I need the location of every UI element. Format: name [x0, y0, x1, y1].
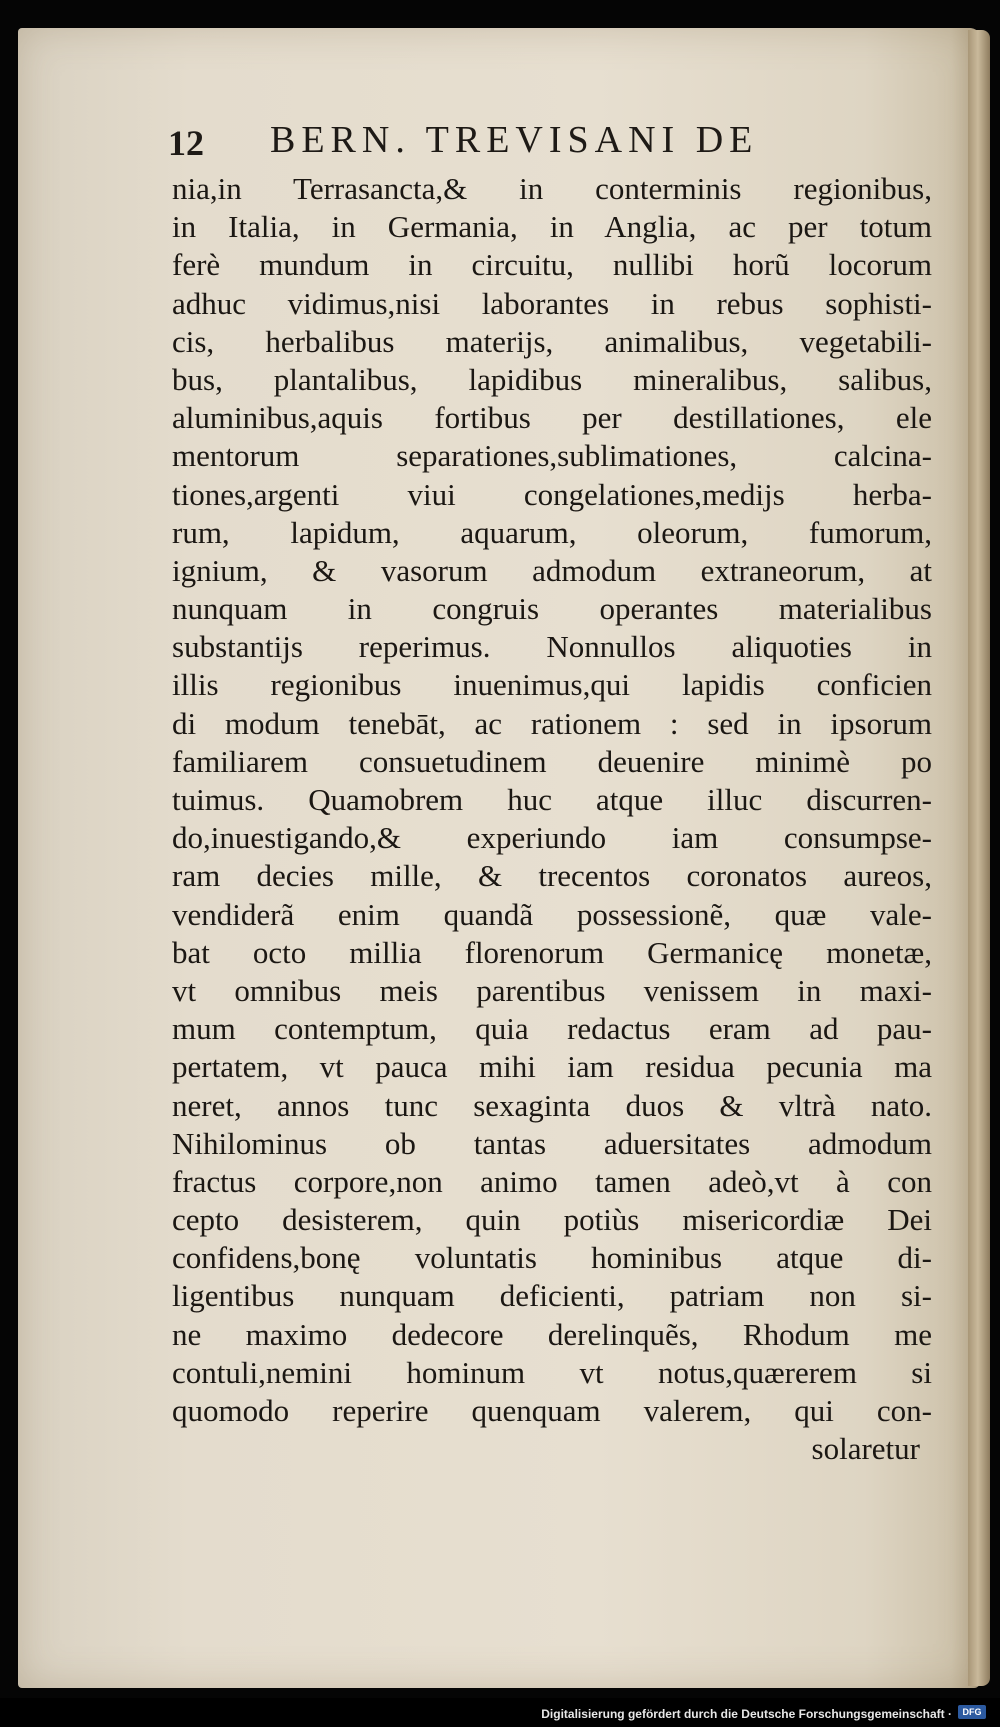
- text-line: mum contemptum, quia redactus eram ad pau-: [172, 1011, 932, 1047]
- text-line: in Italia, in Germania, in Anglia, ac per totum: [172, 209, 932, 245]
- text-line: bat octo millia florenorum Germanicę monetæ,: [172, 934, 932, 970]
- text-line: di modum tenebāt, ac rationem : sed in ipsorum: [172, 705, 932, 741]
- page-header: [168, 118, 868, 168]
- text-line: quomodo reperire quenquam valerem, qui con-: [172, 1393, 932, 1428]
- text-line: neret, annos tunc sexaginta duos & vltrà nato.: [172, 1087, 932, 1123]
- dfg-logo: DFG: [958, 1705, 986, 1719]
- text-line: ferè mundum in circuitu, nullibi horũ locorum: [172, 247, 932, 283]
- text-line: cis, herbalibus materijs, animalibus, vegetabili-: [172, 323, 932, 359]
- text-line: mentorum separationes,sublimationes, calcina-: [172, 438, 932, 474]
- text-line: pertatem, vt pauca mihi iam residua pecunia ma: [172, 1049, 932, 1085]
- text-line: vendiderã enim quandã possessionẽ, quæ vale-: [172, 896, 932, 932]
- text-line: vt omnibus meis parentibus venissem in maxi-: [172, 972, 932, 1008]
- text-line: aluminibus,aquis fortibus per destillationes, ele: [172, 400, 932, 436]
- page-edge: [968, 30, 990, 1686]
- text-line: familiarem consuetudinem deuenire minimè po: [172, 743, 932, 779]
- running-head: BERN. TREVISANI DE: [270, 119, 759, 161]
- body-text: [172, 170, 932, 1468]
- text-line: adhuc vidimus,nisi laborantes in rebus sophisti-: [172, 285, 932, 321]
- text-line: tiones,argenti viui congelationes,medijs herba-: [172, 476, 932, 512]
- text-line: nia,in Terrasancta,& in conterminis regionibus,: [172, 171, 932, 206]
- digitization-credit: Digitalisierung gefördert durch die Deutsche Forschungsgemeinschaft ·: [541, 1707, 952, 1721]
- catchword: solaretur: [811, 1431, 920, 1467]
- page-number: 12: [168, 123, 204, 163]
- text-line: ligentibus nunquam deficienti, patriam non si-: [172, 1278, 932, 1314]
- text-line: fractus corpore,non animo tamen adeò,vt à con: [172, 1163, 932, 1199]
- text-line: ignium, & vasorum admodum extraneorum, at: [172, 552, 932, 588]
- text-line: ram decies mille, & trecentos coronatos aureos,: [172, 858, 932, 894]
- text-line: Nihilominus ob tantas aduersitates admodum: [172, 1125, 932, 1161]
- text-line: substantijs reperimus. Nonnullos aliquoties in: [172, 629, 932, 665]
- text-line: cepto desisterem, quin potiùs misericordiæ Dei: [172, 1202, 932, 1238]
- text-line: ne maximo dedecore derelinquẽs, Rhodum me: [172, 1316, 932, 1352]
- text-line: rum, lapidum, aquarum, oleorum, fumorum,: [172, 514, 932, 550]
- text-line: do,inuestigando,& experiundo iam consumpse-: [172, 820, 932, 856]
- text-line: bus, plantalibus, lapidibus mineralibus, salibus,: [172, 361, 932, 397]
- text-line: nunquam in congruis operantes materialibus: [172, 591, 932, 627]
- text-line: illis regionibus inuenimus,qui lapidis conficien: [172, 667, 932, 703]
- text-line: confidens,bonę voluntatis hominibus atque di-: [172, 1240, 932, 1276]
- text-line: tuimus. Quamobrem huc atque illuc discurren-: [172, 782, 932, 817]
- text-line: contuli,nemini hominum vt notus,quærerem si: [172, 1354, 932, 1390]
